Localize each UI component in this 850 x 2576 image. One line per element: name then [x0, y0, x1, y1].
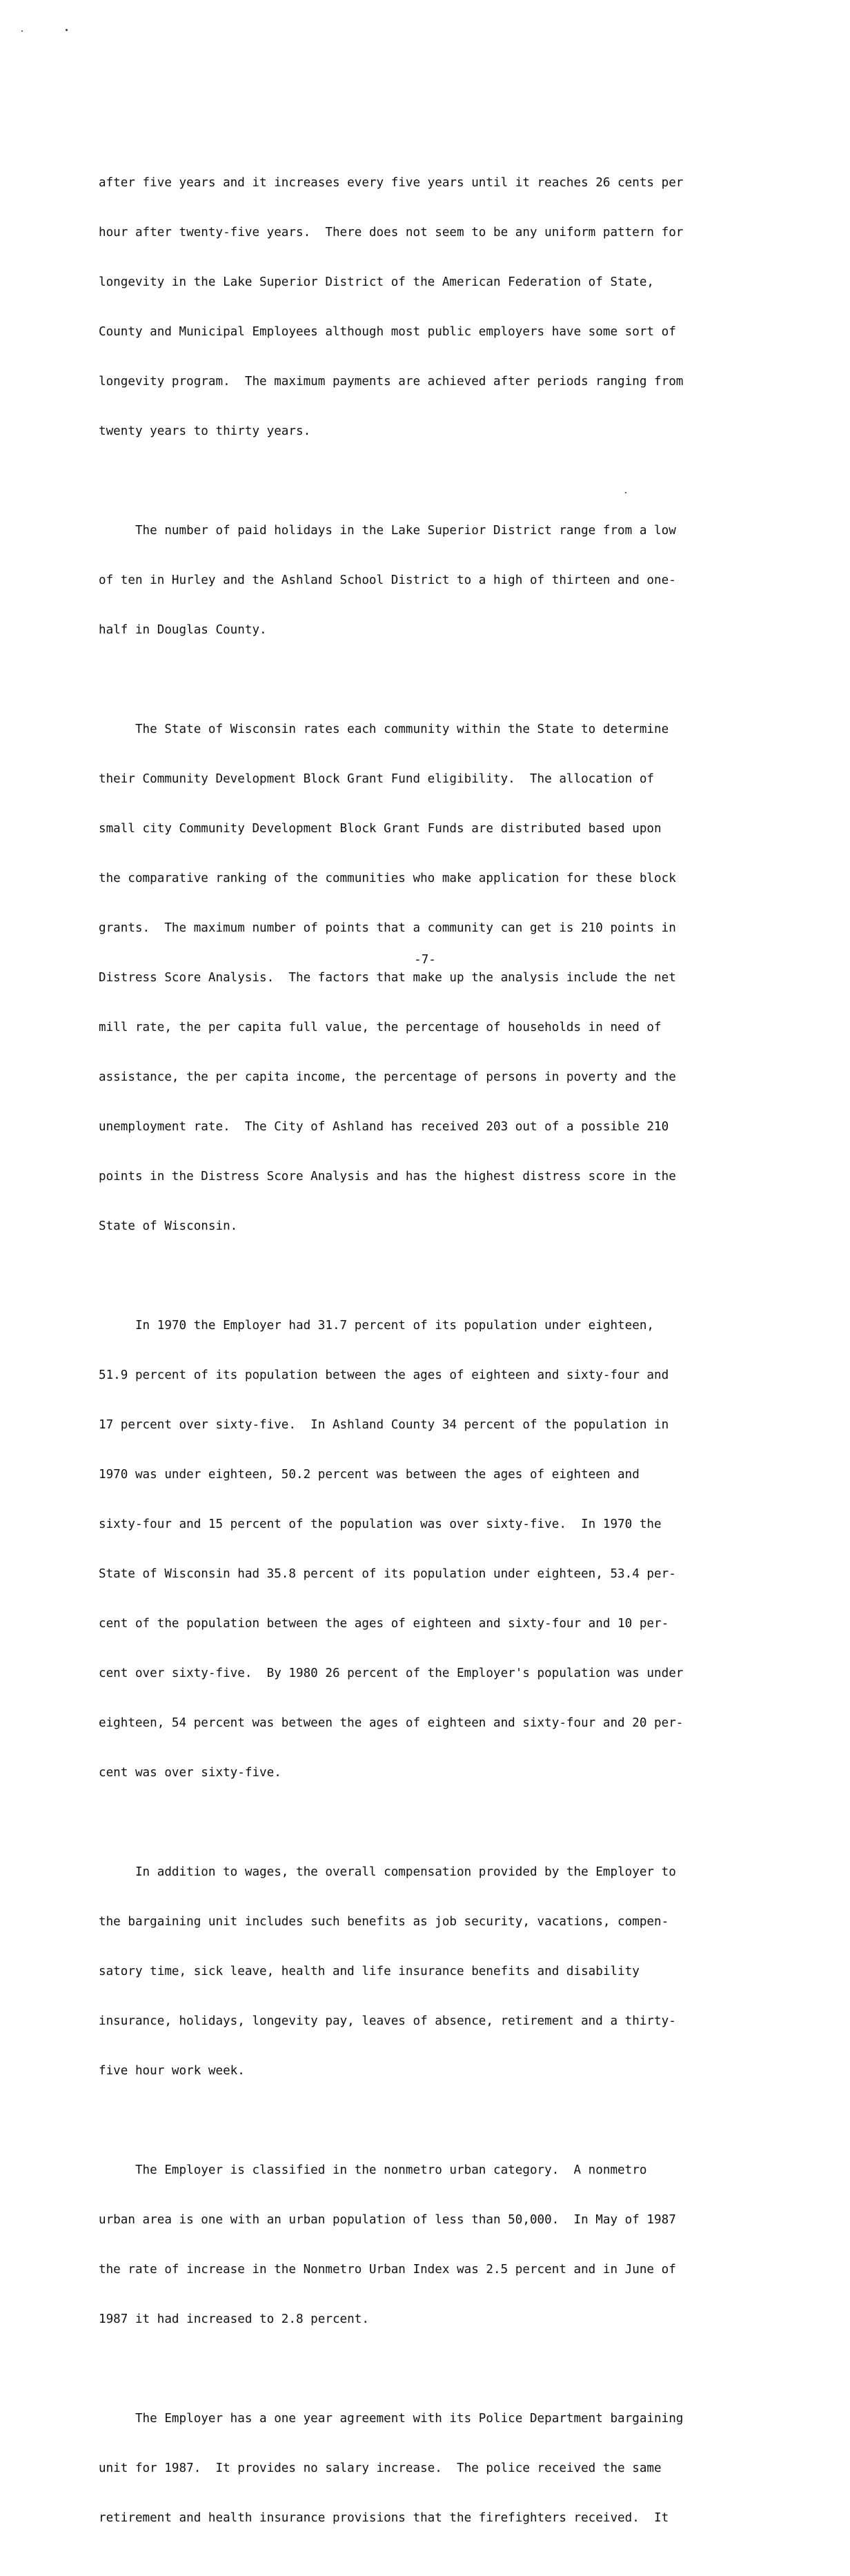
text-line: In 1970 the Employer had 31.7 percent of its population under eighteen,	[99, 1319, 655, 1333]
paragraph-holidays	[99, 489, 747, 671]
text-line: assistance, the per capita income, the percentage of persons in poverty and the	[99, 1070, 676, 1084]
text-line: points in the Distress Score Analysis and has the highest distress score in the	[99, 1170, 676, 1183]
text-line: The State of Wisconsin rates each community within the State to determine	[99, 722, 669, 736]
text-line: longevity program. The maximum payments are achieved after periods ranging from	[99, 375, 684, 389]
text-line: The number of paid holidays in the Lake Superior District range from a low	[99, 524, 676, 538]
text-line: after five years and it increases every five years until it reaches 26 cents per	[99, 176, 684, 190]
paragraph-police	[99, 2377, 747, 2559]
text-line: cent of the population between the ages of eighteen and sixty-four and 10 per-	[99, 1617, 669, 1631]
text-line: of ten in Hurley and the Ashland School District to a high of thirteen and one-	[99, 573, 676, 587]
text-line: mill rate, the per capita full value, the percentage of households in need of	[99, 1021, 662, 1034]
text-line: cent was over sixty-five.	[99, 1766, 281, 1780]
scan-speck	[66, 29, 68, 31]
text-line: the comparative ranking of the communities who make application for these block	[99, 872, 676, 885]
text-line: State of Wisconsin had 35.8 percent of its population under eighteen, 53.4 per-	[99, 1567, 676, 1581]
text-line: cent over sixty-five. By 1980 26 percent of the Employer's population was under	[99, 1666, 684, 1680]
text-line: small city Community Development Block Grant Funds are distributed based upon	[99, 822, 662, 836]
paragraph-longevity	[99, 141, 747, 473]
text-line: 1970 was under eighteen, 50.2 percent was between the ages of eighteen and	[99, 1468, 640, 1482]
text-line: eighteen, 54 percent was between the ages of eighteen and sixty-four and 20 per-	[99, 1716, 684, 1730]
document-body	[99, 141, 747, 2576]
paragraph-nonmetro	[99, 2129, 747, 2361]
text-line: grants. The maximum number of points that a community can get is 210 points in	[99, 921, 676, 935]
text-line: longevity in the Lake Superior District of the American Federation of State,	[99, 275, 655, 289]
text-line: their Community Development Block Grant Fund eligibility. The allocation of	[99, 772, 655, 786]
text-line: sixty-four and 15 percent of the population was over sixty-five. In 1970 the	[99, 1517, 662, 1531]
text-line: The Employer is classified in the nonmetro urban category. A nonmetro	[99, 2163, 647, 2177]
paragraph-compensation	[99, 1831, 747, 2112]
text-line: In addition to wages, the overall compensation provided by the Employer to	[99, 1865, 676, 1879]
paragraph-population	[99, 1284, 747, 1814]
text-line: unit for 1987. It provides no salary increase. The police received the same	[99, 2461, 662, 2475]
text-line: 17 percent over sixty-five. In Ashland County 34 percent of the population in	[99, 1418, 669, 1432]
text-line: The Employer has a one year agreement with its Police Department bargaining	[99, 2412, 684, 2426]
text-line: County and Municipal Employees although most public employers have some sort of	[99, 325, 676, 339]
text-line: hour after twenty-five years. There does not seem to be any uniform pattern for	[99, 226, 684, 239]
text-line: the rate of increase in the Nonmetro Urban Index was 2.5 percent and in June of	[99, 2263, 676, 2277]
text-line: insurance, holidays, longevity pay, leaves of absence, retirement and a thirty-	[99, 2014, 676, 2028]
text-line: 51.9 percent of its population between the ages of eighteen and sixty-four and	[99, 1368, 669, 1382]
text-line: Distress Score Analysis. The factors that make up the analysis include the net	[99, 971, 676, 985]
text-line: satory time, sick leave, health and life insurance benefits and disability	[99, 1965, 640, 1978]
text-line: retirement and health insurance provisions that the firefighters received. It	[99, 2511, 669, 2525]
text-line: 1987 it had increased to 2.8 percent.	[99, 2312, 369, 2326]
text-line: urban area is one with an urban population of less than 50,000. In May of 1987	[99, 2213, 676, 2227]
text-line: State of Wisconsin.	[99, 1219, 238, 1233]
scan-speck	[21, 30, 23, 32]
text-line: five hour work week.	[99, 2064, 245, 2078]
text-line: half in Douglas County.	[99, 623, 267, 637]
text-line: twenty years to thirty years.	[99, 424, 311, 438]
page-number: -7-	[414, 953, 436, 967]
text-line: unemployment rate. The City of Ashland has received 203 out of a possible 210	[99, 1120, 669, 1134]
paragraph-block-grant	[99, 688, 747, 1268]
text-line: the bargaining unit includes such benefits as job security, vacations, compen-	[99, 1915, 669, 1929]
